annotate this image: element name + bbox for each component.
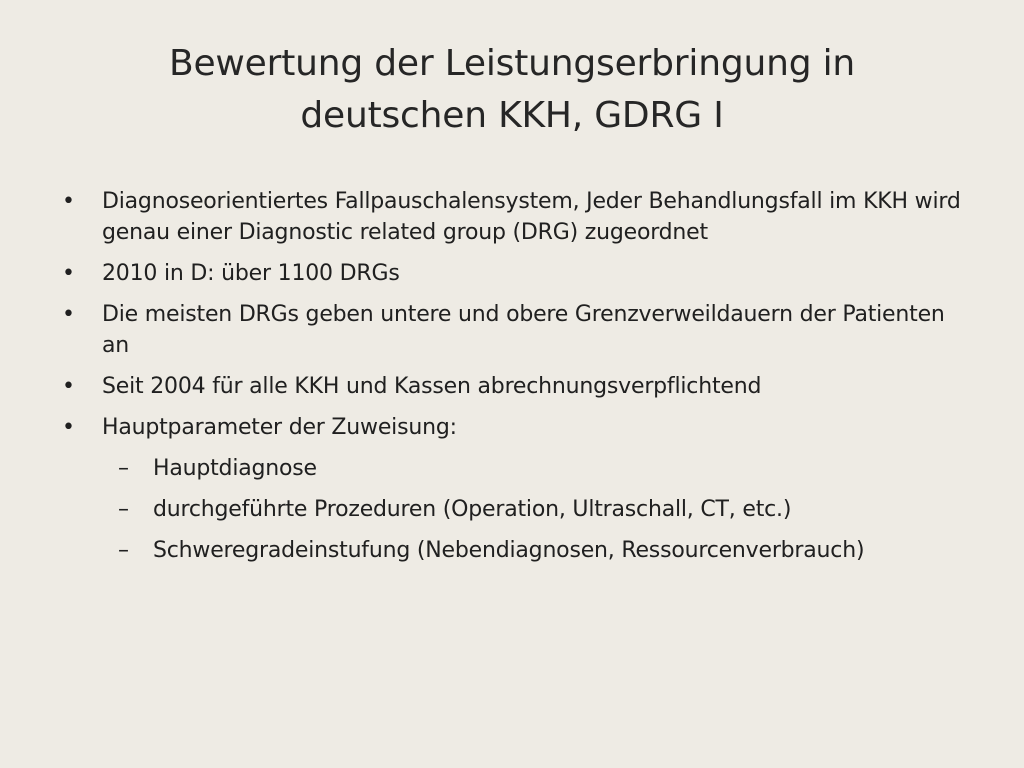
- dash-marker: –: [118, 456, 129, 481]
- sub-bullet-text: Hauptdiagnose: [153, 456, 317, 481]
- bullet-text: Seit 2004 für alle KKH und Kassen abrechnungsverpflichtend: [102, 374, 762, 399]
- bullet-text: Hauptparameter der Zuweisung:: [102, 415, 457, 440]
- bullet-item: [58, 299, 968, 361]
- sub-bullet-item: [58, 453, 968, 484]
- bullet-item: [58, 371, 968, 402]
- bullet-item: [58, 186, 968, 248]
- sub-bullet-text: Schweregradeinstufung (Nebendiagnosen, Ressourcenverbrauch): [153, 538, 865, 563]
- bullet-marker: •: [62, 374, 75, 399]
- bullet-marker: •: [62, 189, 75, 214]
- dash-marker: –: [118, 538, 129, 563]
- bullet-list: [58, 186, 968, 576]
- bullet-item: [58, 258, 968, 289]
- bullet-text: Die meisten DRGs geben untere und obere Grenzverweildauern der Patienten an: [102, 302, 945, 358]
- bullet-marker: •: [62, 261, 75, 286]
- slide-title: Bewertung der Leistungserbringung in deutschen KKH, GDRG I: [168, 43, 856, 136]
- bullet-item: [58, 412, 968, 443]
- bullet-text: 2010 in D: über 1100 DRGs: [102, 261, 400, 286]
- sub-bullet-item: [58, 494, 968, 525]
- sub-bullet-item: [58, 535, 968, 566]
- bullet-marker: •: [62, 302, 75, 327]
- dash-marker: –: [118, 497, 129, 522]
- bullet-marker: •: [62, 415, 75, 440]
- bullet-text: Diagnoseorientiertes Fallpauschalensystem, Jeder Behandlungsfall im KKH wird genau einer Diagnostic related group (DRG) zugeordnet: [102, 189, 961, 245]
- sub-bullet-text: durchgeführte Prozeduren (Operation, Ultraschall, CT, etc.): [153, 497, 792, 522]
